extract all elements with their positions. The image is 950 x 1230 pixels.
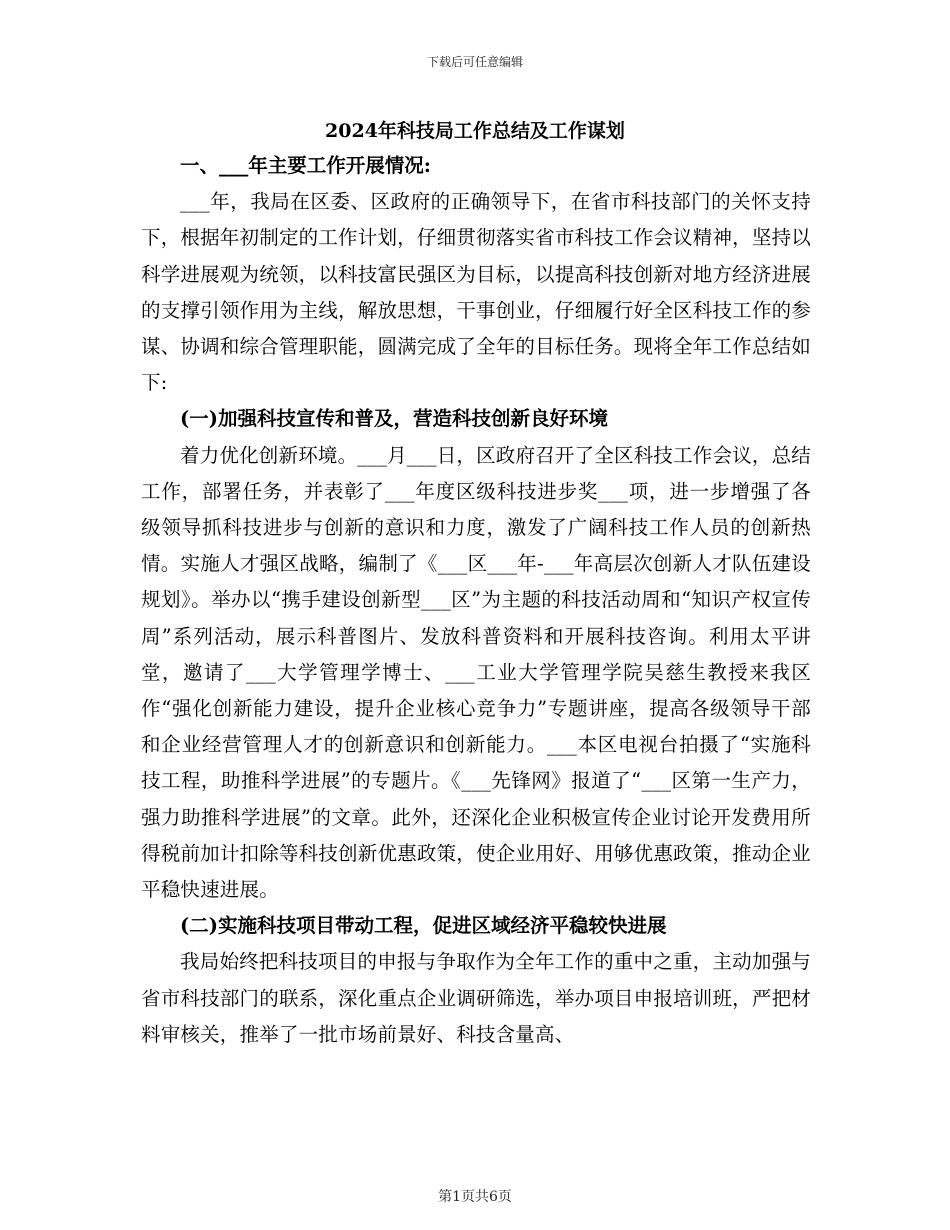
intro-paragraph: ___年，我局在区委、区政府的正确领导下，在省市科技部门的关怀支持下，根据年初制定的工作计划，仔细贯彻落实省市科技工作会议精神，坚持以科学进展观为统领，以科技富民强区为目标，以提高科技创新对地方经济进展的支撑引领作用为主线，解放思想，干事创业，仔细履行好全区科技工作的参谋、协调和综合管理职能，圆满完成了全年的目标任务。现将全年工作总结如下: bbox=[141, 190, 811, 395]
subsection-2-paragraph: 我局始终把科技项目的申报与争取作为全年工作的重中之重，主动加强与省市科技部门的联系，深化重点企业调研筛选，举办项目申报培训班，严把材料审核关，推举了一批市场前景好、科技含量高、 bbox=[141, 950, 811, 1046]
section-heading: 一、___年主要工作开展情况: bbox=[180, 154, 431, 177]
subsection-1-paragraph: 着力优化创新环境。___月___日，区政府召开了全区科技工作会议，总结工作，部署任务，并表彰了___年度区级科技进步奖___项，进一步增强了各级领导抓科技进步与创新的意识和力度，激发了广阔科技工作人员的创新热情。实施人才强区战略，编制了《___区___年-___年高层次创新人才队伍建设规划》。举办以“携手建设创新型___区”为主题的科技活动周和“知识产权宣传周”系列活动，展示科普图片、发放科普资料和开展科技咨询。利用太平讲堂，邀请了___大学管理学博士、___工业大学管理学院吴慈生教授来我区作“强化创新能力建设，提升企业核心竞争力”专题讲座，提高各级领导干部和企业经营管理人才的创新意识和创新能力。___本区电视台拍摄了“实施科技工程，助推科学进展”的专题片。《___先锋网》报道了“___区第一生产力，强力助推科学进展”的文章。此外，还深化企业积极宣传企业讨论开发费用所得税前加计扣除等科技创新优惠政策，使企业用好、用够优惠政策，推动企业平稳快速进展。 bbox=[141, 443, 812, 902]
subsection-heading-2: (二)实施科技项目带动工程，促进区域经济平稳较快进展 bbox=[180, 914, 667, 938]
subsection-heading-1: (一)加强科技宣传和普及，营造科技创新良好环境 bbox=[180, 407, 608, 431]
document-title: 2024年科技局工作总结及工作谋划 bbox=[325, 120, 625, 142]
document-body bbox=[141, 148, 811, 1053]
header-note: 下载后可任意编辑 bbox=[426, 55, 523, 69]
page-footer: 第1页共6页 bbox=[438, 1189, 512, 1205]
